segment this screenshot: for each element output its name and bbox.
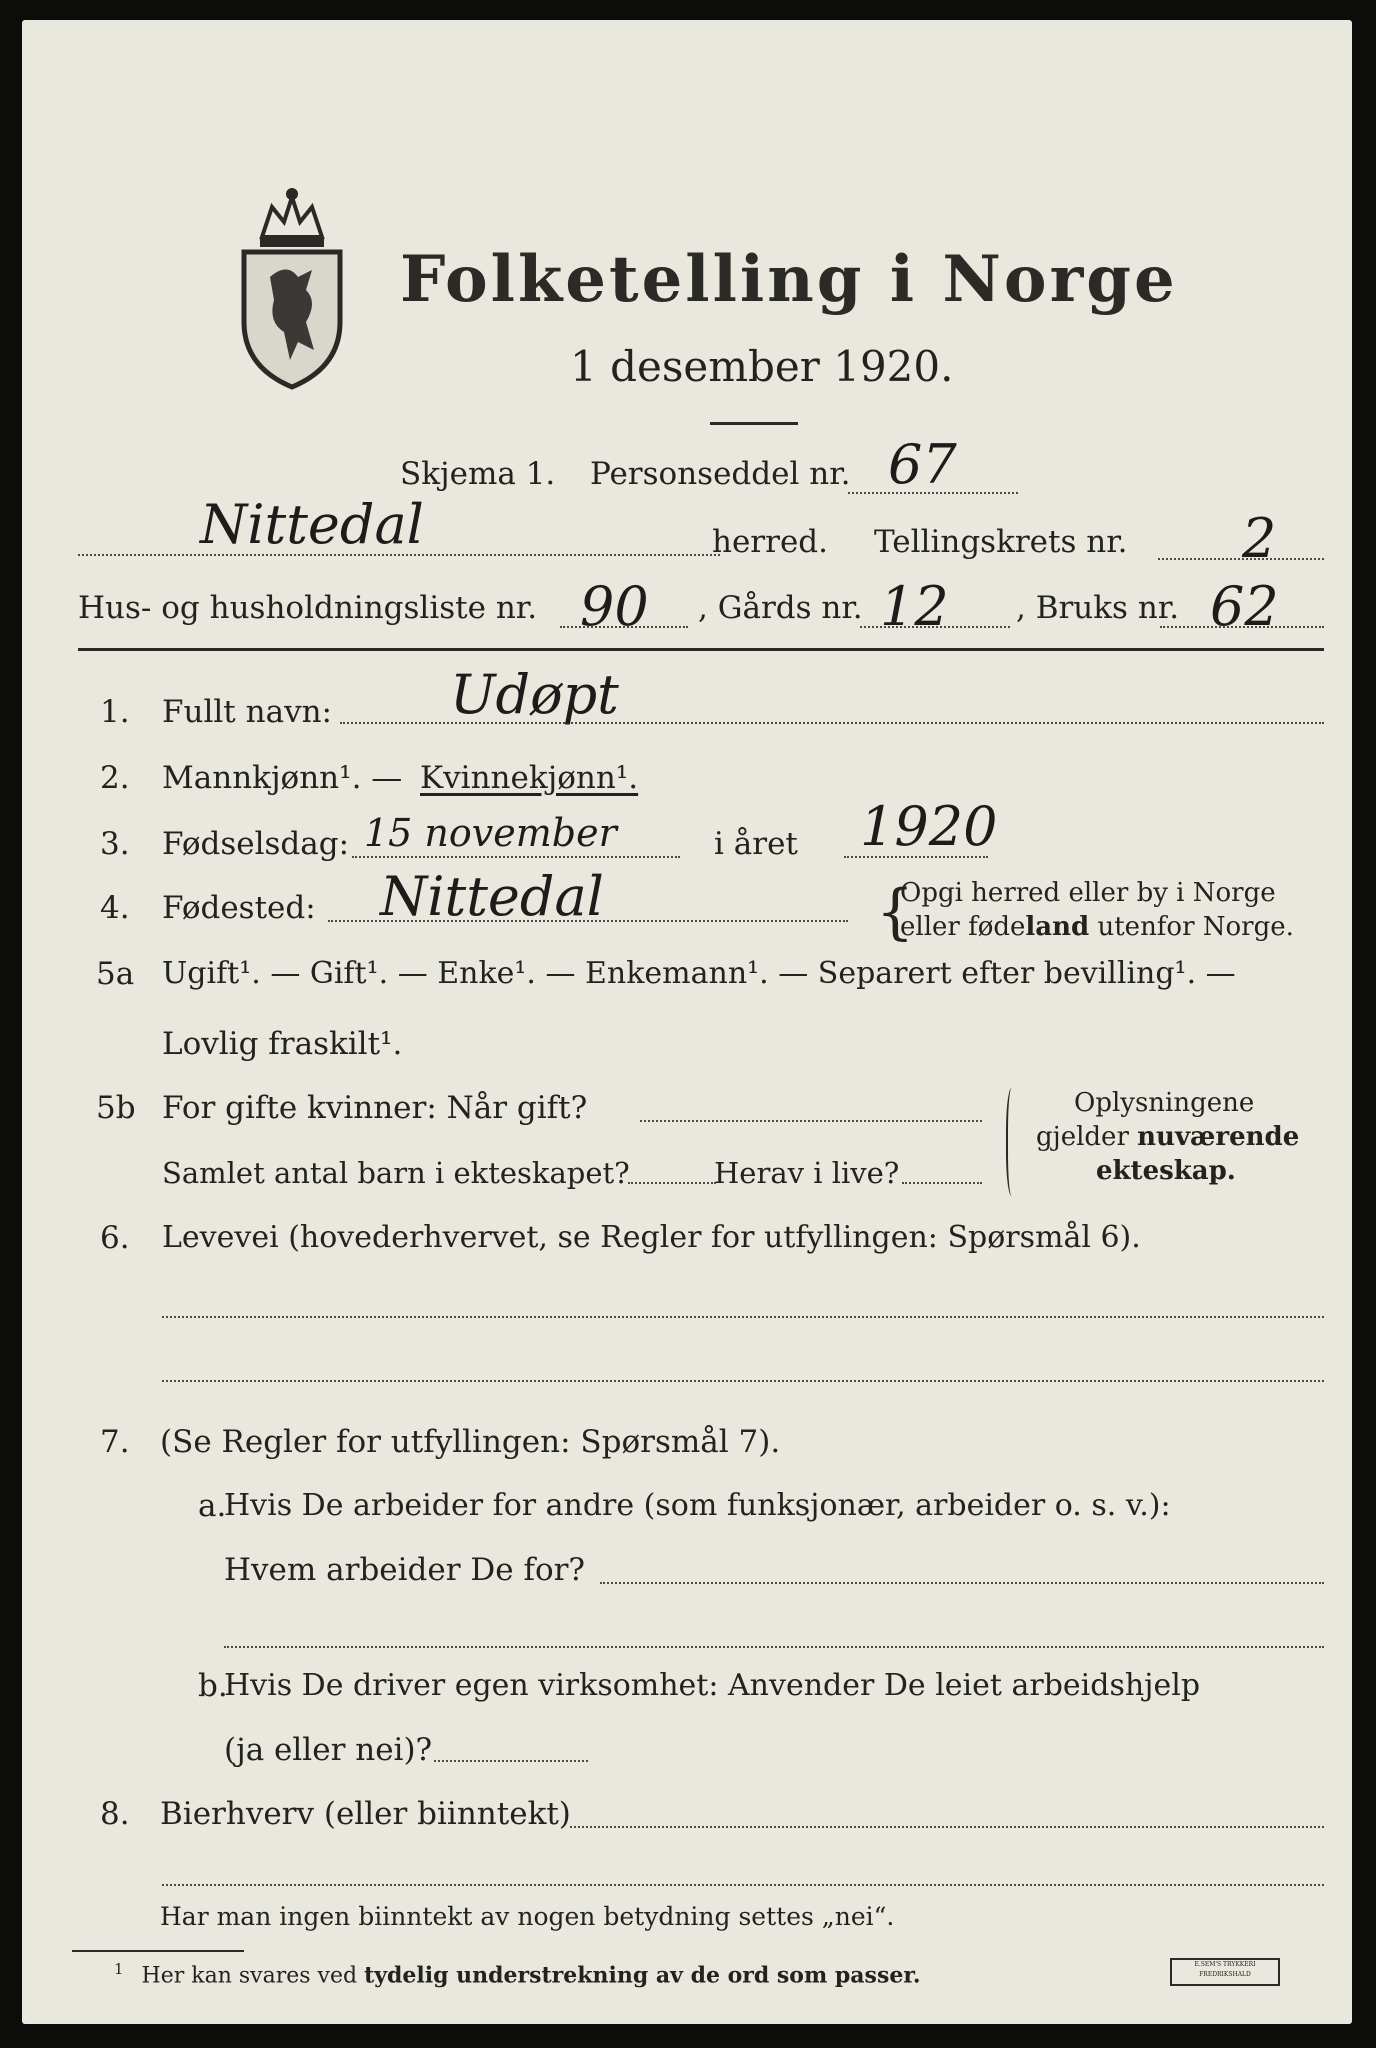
q7b-letter: b. xyxy=(198,1668,228,1704)
printer-stamp-line2: FREDRIKSHALD xyxy=(1199,1971,1251,1978)
q5b-note-2a: gjelder xyxy=(1036,1122,1138,1152)
q5b-note-2b: nuværende xyxy=(1137,1122,1300,1152)
q3-label: Fødselsdag: xyxy=(162,826,350,862)
q5b-children-label: Samlet antal barn i ekteskapet? xyxy=(162,1156,630,1190)
gards-number-value: 12 xyxy=(880,575,949,638)
form-title: Folketelling i Norge xyxy=(400,242,1178,317)
q5b-note-line2 xyxy=(1036,1122,1299,1152)
q4-note-2a: eller føde xyxy=(900,912,1026,942)
person-number-value: 67 xyxy=(888,433,957,496)
q3-day-line xyxy=(352,856,680,858)
q5b-note-line1: Oplysningene xyxy=(1074,1088,1255,1118)
q1-number: 1. xyxy=(100,694,130,730)
q8-answer-line1 xyxy=(570,1826,1324,1828)
q4-label: Fødested: xyxy=(162,890,316,926)
bruks-label: , Bruks nr. xyxy=(1016,590,1180,626)
q8-number: 8. xyxy=(100,1796,130,1832)
birth-year-value: 1920 xyxy=(860,795,998,858)
birthplace-value: Nittedal xyxy=(380,865,604,928)
census-form-page xyxy=(22,20,1352,2024)
q5b-number: 5b xyxy=(96,1090,136,1126)
q7a-line2: Hvem arbeider De for? xyxy=(224,1552,586,1588)
footer-note: Har man ingen biinntekt av nogen betydning settes „nei“. xyxy=(160,1902,895,1931)
q2-female-underlined: Kvinnekjønn¹. xyxy=(420,760,639,796)
q5b-note-bracket xyxy=(1006,1088,1020,1196)
q7b-line1: Hvis De driver egen virksomhet: Anvender De leiet arbeidshjelp xyxy=(224,1668,1201,1703)
q7a-answer-line1 xyxy=(600,1582,1324,1584)
q7b-line2: (ja eller nei)? xyxy=(224,1732,433,1768)
q7a-letter: a. xyxy=(198,1488,227,1524)
q8-label: Bierhverv (eller biinntekt) xyxy=(160,1796,571,1832)
footnote-text-b: tydelig understrekning av de ord som passer. xyxy=(364,1962,921,1989)
q3-year-label: i året xyxy=(714,826,798,862)
q5a-number: 5a xyxy=(96,956,135,992)
q8-answer-line2 xyxy=(162,1884,1324,1886)
bruks-number-value: 62 xyxy=(1210,575,1279,638)
schema-label: Skjema 1. xyxy=(400,456,556,492)
q6-number: 6. xyxy=(100,1220,130,1256)
header-rule xyxy=(78,648,1324,651)
q4-note-2b: land xyxy=(1025,912,1090,942)
q1-label: Fullt navn: xyxy=(162,694,332,730)
person-number-label: Personseddel nr. xyxy=(590,456,851,492)
q5b-note-line3: ekteskap. xyxy=(1096,1156,1236,1186)
q2-number: 2. xyxy=(100,760,130,796)
tellingskrets-line xyxy=(1158,558,1324,560)
q7b-answer-line xyxy=(434,1760,588,1762)
q7a-answer-line2 xyxy=(224,1646,1324,1648)
gards-label: , Gårds nr. xyxy=(698,590,863,626)
hus-label: Hus- og husholdningsliste nr. xyxy=(78,590,538,626)
herred-label: herred. xyxy=(712,524,828,560)
coat-of-arms-emblem xyxy=(232,182,352,392)
q6-label: Levevei (hovederhvervet, se Regler for utfyllingen: Spørsmål 6). xyxy=(162,1220,1141,1255)
q5b-married-line xyxy=(640,1120,982,1122)
liste-number-value: 90 xyxy=(580,575,649,638)
footnote-mark: 1 xyxy=(114,1960,124,1978)
birth-day-value: 15 november xyxy=(364,811,617,855)
q4-note-2c: utenfor Norge. xyxy=(1089,912,1294,942)
q2-male: Mannkjønn¹. — xyxy=(162,760,403,796)
q4-number: 4. xyxy=(100,890,130,926)
q4-brace: { xyxy=(876,877,915,947)
q6-answer-line2 xyxy=(162,1380,1324,1382)
q5b-children-line xyxy=(628,1182,716,1184)
q7-number: 7. xyxy=(100,1424,130,1460)
tellingskrets-value: 2 xyxy=(1242,507,1277,570)
q5b-line1: For gifte kvinner: Når gift? xyxy=(162,1090,588,1126)
q5b-alive-label: Herav i live? xyxy=(714,1156,900,1190)
full-name-value: Udøpt xyxy=(450,663,619,726)
herred-value: Nittedal xyxy=(200,493,424,556)
q5a-line1: Ugift¹. — Gift¹. — Enke¹. — Enkemann¹. — Separert efter bevilling¹. — xyxy=(162,956,1236,991)
printer-stamp xyxy=(1170,1958,1280,1986)
census-date: 1 desember 1920. xyxy=(570,342,954,391)
q5b-alive-line xyxy=(902,1182,982,1184)
q5a-line2: Lovlig fraskilt¹. xyxy=(162,1026,403,1062)
title-divider xyxy=(710,422,798,425)
q4-note-line2 xyxy=(900,912,1294,942)
q6-answer-line1 xyxy=(162,1316,1324,1318)
footnote xyxy=(114,1960,921,1988)
footnote-rule xyxy=(72,1950,244,1952)
printer-stamp-line1: E.SEM'S TRYKKERI xyxy=(1194,1961,1256,1968)
q3-number: 3. xyxy=(100,826,130,862)
tellingskrets-label: Tellingskrets nr. xyxy=(874,524,1128,560)
q4-note-line1: Opgi herred eller by i Norge xyxy=(900,878,1276,908)
q7-label: (Se Regler for utfyllingen: Spørsmål 7). xyxy=(160,1424,781,1460)
footnote-text-a: Her kan svares ved xyxy=(141,1963,365,1989)
q7a-line1: Hvis De arbeider for andre (som funksjonær, arbeider o. s. v.): xyxy=(224,1488,1171,1523)
